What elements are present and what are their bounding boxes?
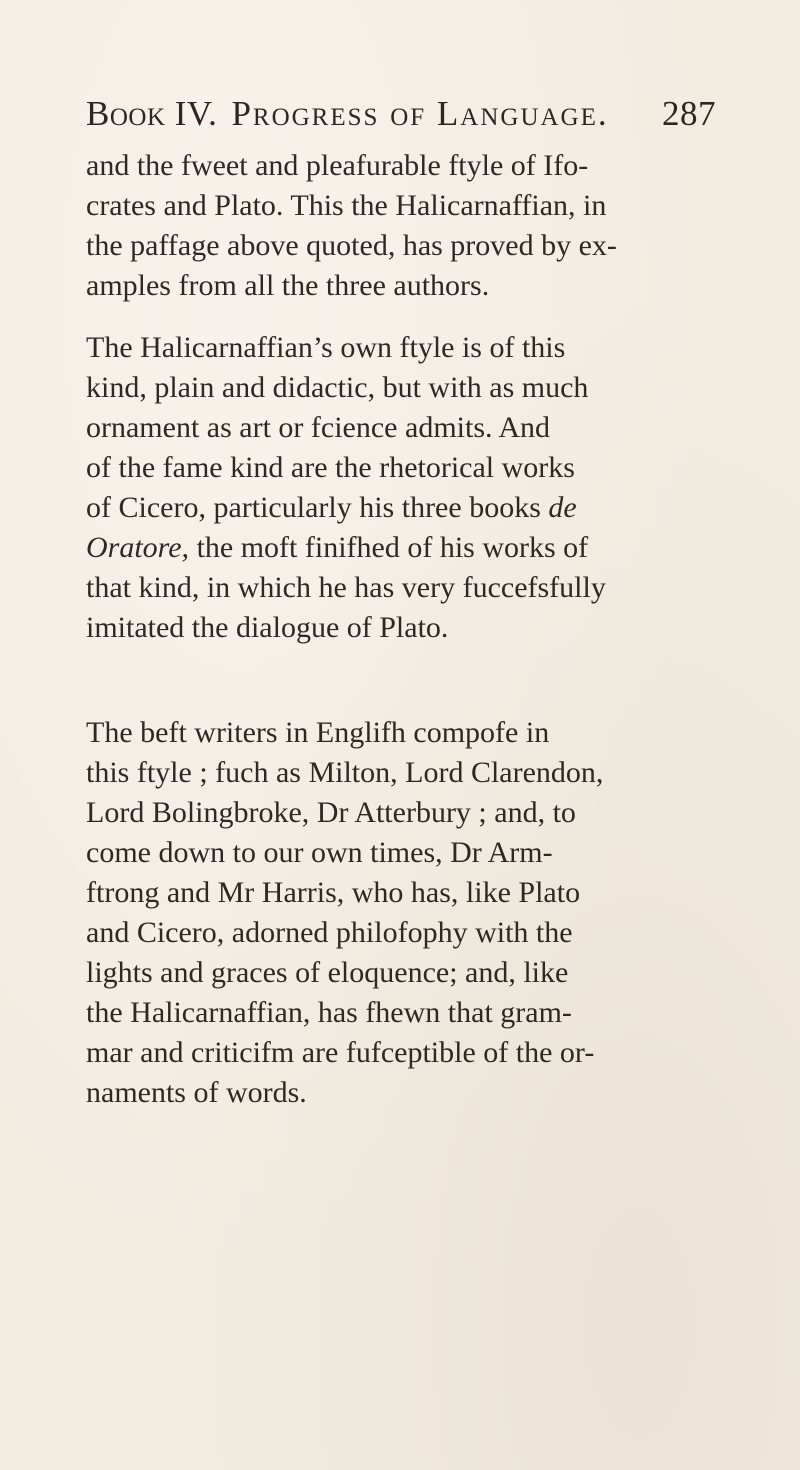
paragraph-2 bbox=[86, 328, 726, 648]
text-line: that kind, in which he has very fuccefsfully bbox=[86, 571, 606, 604]
text-line: kind, plain and didactic, but with as much bbox=[86, 371, 589, 404]
italic-word: Oratore, bbox=[86, 531, 190, 564]
book-label: Book IV. bbox=[86, 94, 218, 133]
text-segment: of Cicero, particularly his three books bbox=[86, 491, 541, 524]
running-header bbox=[86, 92, 716, 136]
text-line: this ftyle ; fuch as Milton, Lord Clarendon, bbox=[86, 756, 604, 789]
text-line: the Halicarnaffian, has fhewn that gram- bbox=[86, 996, 572, 1029]
text-line bbox=[86, 488, 726, 528]
text-line: mar and criticifm are fufceptible of the or- bbox=[86, 1036, 595, 1069]
text-line: imitated the dialogue of Plato. bbox=[86, 611, 449, 644]
text-line: The Halicarnaffian’s own ftyle is of this bbox=[86, 331, 566, 364]
paragraph-3 bbox=[86, 713, 726, 1113]
text-line: The beft writers in Englifh compofe in bbox=[86, 716, 550, 749]
text-line: lights and graces of eloquence; and, like bbox=[86, 956, 569, 989]
text-segment: the moft finifhed of his works of bbox=[196, 531, 589, 564]
text-line: amples from all the three authors. bbox=[86, 269, 490, 302]
italic-word: de bbox=[548, 491, 577, 524]
page-number: 287 bbox=[662, 94, 716, 133]
text-line: of the fame kind are the rhetorical works bbox=[86, 451, 575, 484]
text-line: and the fweet and pleafurable ftyle of Ifo- bbox=[86, 149, 589, 182]
text-line bbox=[86, 528, 726, 568]
text-line: Lord Bolingbroke, Dr Atterbury ; and, to bbox=[86, 796, 576, 829]
text-line: crates and Plato. This the Halicarnaffian, in bbox=[86, 189, 607, 222]
text-line: the paffage above quoted, has proved by ex- bbox=[86, 229, 617, 262]
text-line: ornament as art or fcience admits. And bbox=[86, 411, 551, 444]
paragraph-1 bbox=[86, 146, 726, 306]
text-line: come down to our own times, Dr Arm- bbox=[86, 836, 553, 869]
text-line: and Cicero, adorned philofophy with the bbox=[86, 916, 573, 949]
chapter-title: Progress of Language. bbox=[231, 94, 609, 133]
text-line: ftrong and Mr Harris, who has, like Plato bbox=[86, 876, 581, 909]
text-line: naments of words. bbox=[86, 1076, 307, 1109]
